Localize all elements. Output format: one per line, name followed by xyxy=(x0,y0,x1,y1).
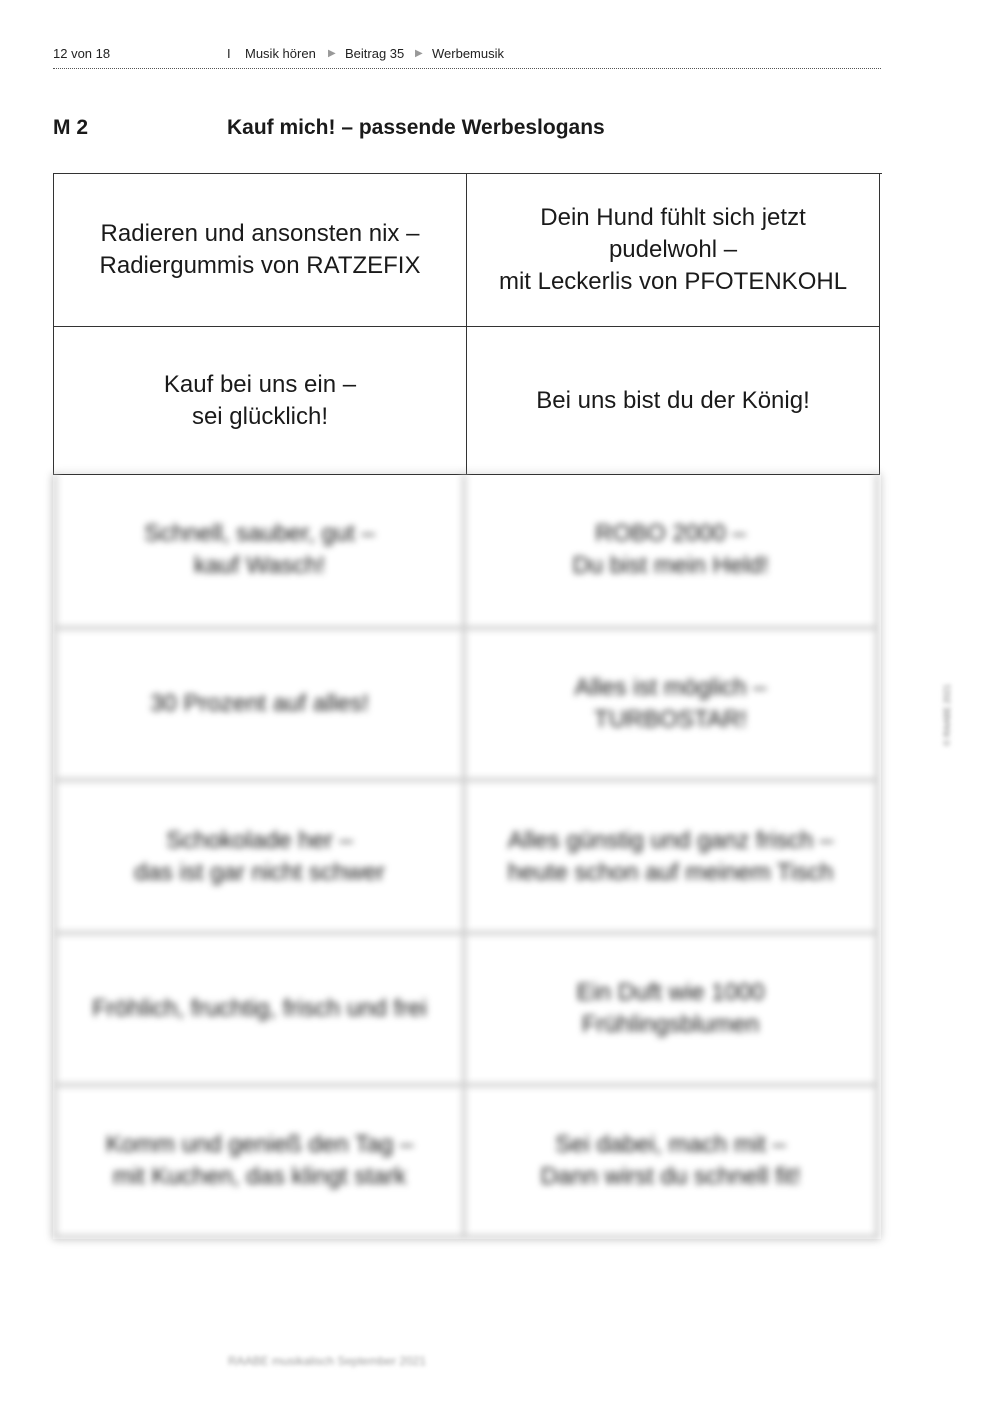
table-row xyxy=(54,174,882,327)
page-number: 12 von 18 xyxy=(53,46,111,61)
breadcrumb-topic: Musik hören xyxy=(245,46,316,61)
blurred-preview-section xyxy=(53,474,881,1239)
copyright-text: © RAABE 2021 xyxy=(942,683,952,746)
slogan-card: ROBO 2000 – Du bist mein Held! xyxy=(466,474,879,630)
table-row xyxy=(54,327,882,475)
breadcrumb-triangle-icon: ▶ xyxy=(415,48,423,59)
slogan-card: 30 Prozent auf alles! xyxy=(53,630,466,782)
slogan-card: Ein Duft wie 1000 Frühlingsblumen xyxy=(466,935,879,1087)
slogan-card: Alles ist möglich – TURBOSTAR! xyxy=(466,630,879,782)
slogan-card: Komm und genieß den Tag – mit Kuchen, das klingt stark xyxy=(53,1087,466,1239)
series-marker: I xyxy=(227,46,231,61)
material-label: M 2 xyxy=(53,116,89,139)
slogan-card: Kauf bei uns ein – sei glücklich! xyxy=(54,327,467,475)
running-header xyxy=(53,44,881,69)
table-row xyxy=(53,630,881,782)
slogan-card: Fröhlich, fruchtig, frisch und frei xyxy=(53,935,466,1087)
slogan-card: Sei dabei, mach mit – Dann wirst du schnell fit! xyxy=(466,1087,879,1239)
breadcrumb-triangle-icon: ▶ xyxy=(328,48,336,59)
slogan-card: Bei uns bist du der König! xyxy=(467,327,880,475)
slogan-card: Schnell, sauber, gut – kauf Wasch! xyxy=(53,474,466,630)
table-row xyxy=(53,474,881,630)
table-row xyxy=(53,1087,881,1239)
slogan-card: Dein Hund fühlt sich jetzt pudelwohl – mit Leckerlis von PFOTENKOHL xyxy=(467,174,880,327)
slogan-table xyxy=(53,173,882,475)
table-row xyxy=(53,935,881,1087)
breadcrumb-contribution: Beitrag 35 xyxy=(345,46,405,61)
slogan-card: Radieren und ansonsten nix – Radiergummis von RATZEFIX xyxy=(54,174,467,327)
slogan-card: Alles günstig und ganz frisch – heute schon auf meinem Tisch xyxy=(466,782,879,935)
material-title: Kauf mich! – passende Werbeslogans xyxy=(227,116,605,139)
page-footer: RAABE musikalisch September 2021 xyxy=(228,1354,427,1368)
breadcrumb-subtopic: Werbemusik xyxy=(432,46,505,61)
table-row xyxy=(53,782,881,935)
slogan-card: Schokolade her – das ist gar nicht schwer xyxy=(53,782,466,935)
copyright-side-note xyxy=(942,658,956,748)
